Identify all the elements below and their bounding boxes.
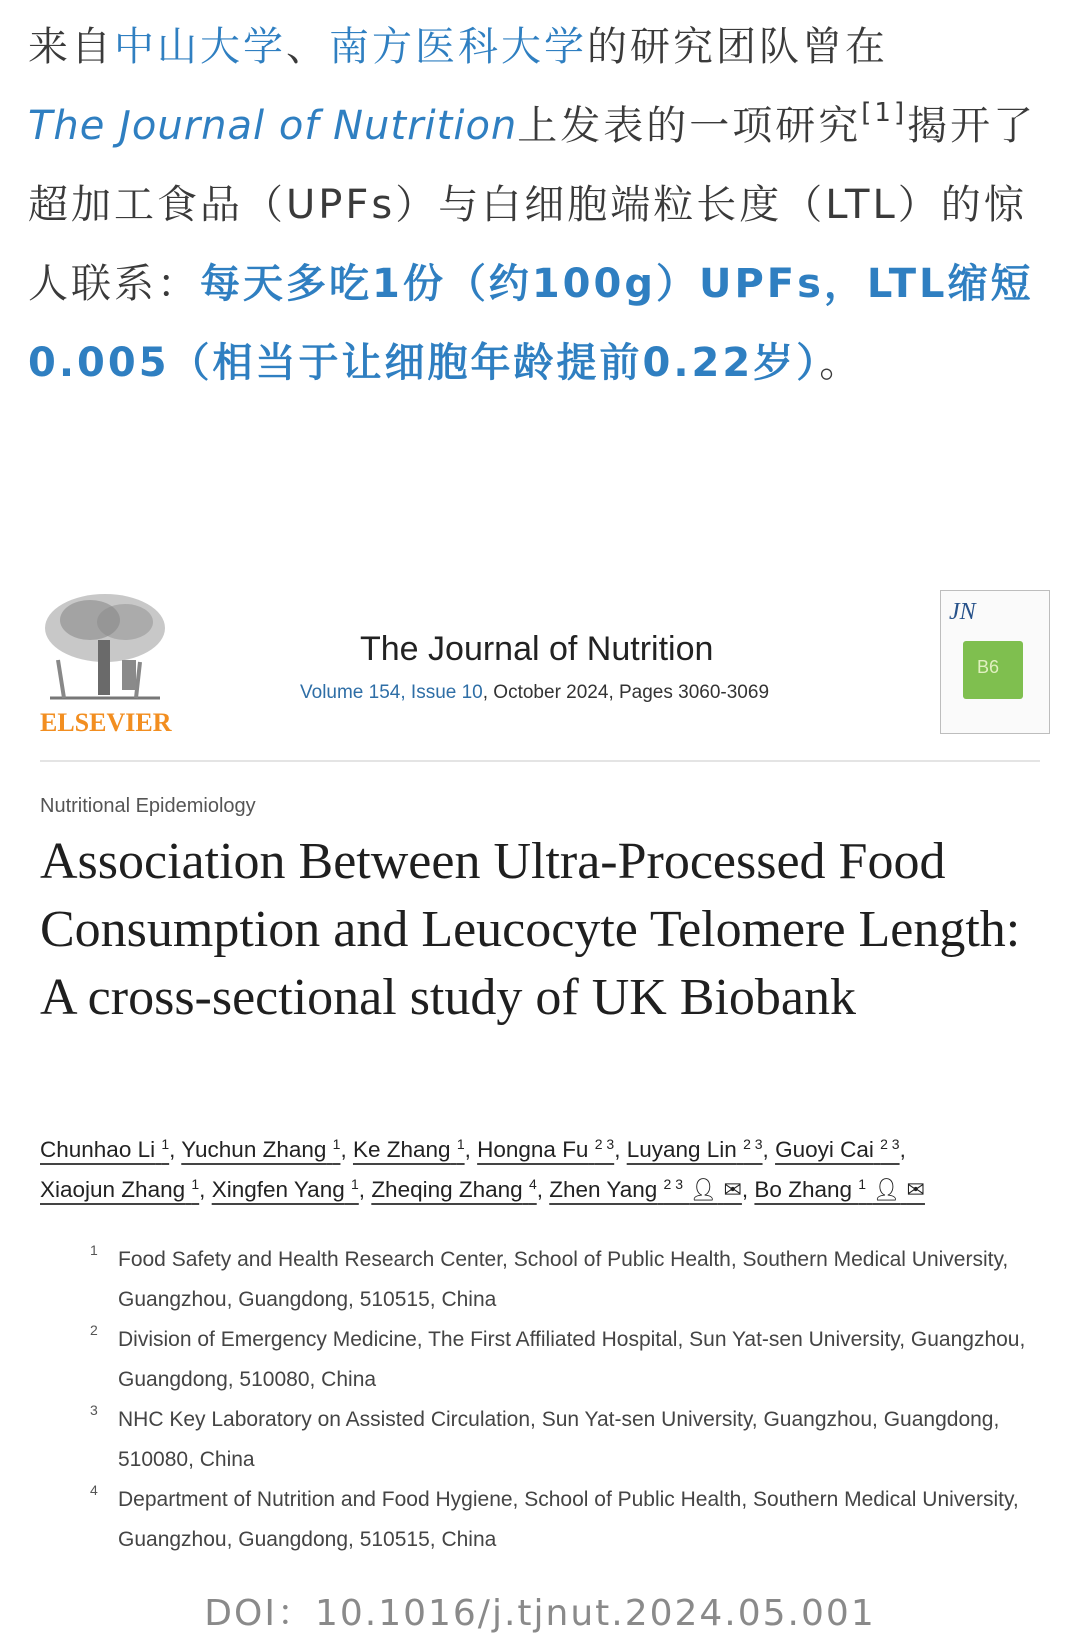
author-list: Chunhao Li $^1$, Yuchun Zhang $^1$, Ke Zhang $^1$, Hongna Fu $^{2 3}$, Luyang Lin $^{2 3}$, Guoyi Cai $^{2 3}$, Xiaojun Zhang $^1$, Xingfen Yang $^1$, Zheqing Zhang $^4$, Zhen Yang $^{2 3}$ 👤︎ ✉︎, Bo Zhang $^1$ 👤︎ ✉︎	[40, 1136, 925, 1202]
person-icon: 👤︎	[689, 1177, 718, 1202]
person-icon: 👤︎	[872, 1177, 901, 1202]
cover-badge: B6	[977, 657, 1000, 677]
university-link-smu[interactable]: 南方医科大学	[329, 24, 587, 70]
reference-marker[interactable]: [1]	[861, 98, 908, 128]
intro-separator: 、	[286, 24, 329, 70]
issue-info	[300, 682, 769, 704]
affiliation-list	[90, 1240, 1050, 1560]
affiliation-item: 1 Food Safety and Health Research Center, School of Public Health, Southern Medical University, Guangzhou, Guangdong, 510515, China	[90, 1242, 1009, 1311]
author-link[interactable]: Bo Zhang $^1$ 👤︎ ✉︎	[754, 1176, 925, 1202]
volume-issue-link[interactable]: Volume 154, Issue 10	[300, 682, 483, 703]
email-icon[interactable]: ✉︎	[723, 1177, 742, 1202]
key-finding-highlight: 每天多吃1份（约100g）UPFs，LTL缩短0.005（相当于让细胞年龄提前0.22岁）	[28, 261, 1034, 386]
author-link[interactable]: Guoyi Cai $^{2 3}$	[775, 1136, 900, 1162]
intro-paragraph	[28, 8, 1058, 403]
cover-image	[963, 641, 1023, 699]
author-link[interactable]: Hongna Fu $^{2 3}$	[477, 1136, 615, 1162]
author-link[interactable]: Xiaojun Zhang $^1$	[40, 1176, 200, 1202]
intro-text: 上发表的一项研究	[517, 103, 862, 149]
journal-name-link[interactable]: The Journal of Nutrition	[28, 103, 518, 149]
elsevier-tree-logo	[40, 590, 172, 737]
affiliation-item: 2 Division of Emergency Medicine, The First Affiliated Hospital, Sun Yat-sen University, Guangzhou, Guangdong, 510080, China	[90, 1322, 1026, 1391]
email-icon[interactable]: ✉︎	[906, 1177, 925, 1202]
intro-text: 揭开了超加工食品（UPFs）与白细胞端粒长度（LTL）的惊人联系：	[28, 103, 1037, 307]
author-link[interactable]: Chunhao Li $^1$	[40, 1136, 170, 1162]
journal-cover-thumbnail[interactable]	[940, 590, 1050, 734]
author-link[interactable]: Yuchun Zhang $^1$	[181, 1136, 341, 1162]
journal-title[interactable]: The Journal of Nutrition	[360, 630, 714, 668]
author-link[interactable]: Ke Zhang $^1$	[352, 1136, 465, 1162]
intro-text: 来自	[28, 24, 114, 70]
article-category: Nutritional Epidemiology	[40, 795, 256, 817]
author-link[interactable]: Zhen Yang $^{2 3}$ 👤︎ ✉︎	[549, 1176, 742, 1202]
issue-date-pages: , October 2024, Pages 3060-3069	[482, 682, 770, 703]
university-link-sysu[interactable]: 中山大学	[114, 24, 286, 70]
article-title: Association Between Ultra-Processed Food Consumption and Leucocyte Telomere Length: A cross-sectional study of UK Biobank	[40, 833, 1021, 1026]
intro-end: 。	[819, 340, 863, 386]
author-link[interactable]: Luyang Lin $^{2 3}$	[626, 1136, 763, 1162]
affiliation-item: 4 Department of Nutrition and Food Hygiene, School of Public Health, Southern Medical University, Guangzhou, Guangdong, 510515, China	[90, 1482, 1019, 1551]
doi-link[interactable]: DOI：10.1016/j.tjnut.2024.05.001	[204, 1593, 876, 1634]
intro-text: 的研究团队曾在	[587, 24, 888, 70]
author-link[interactable]: Xingfen Yang $^1$	[211, 1176, 359, 1202]
elsevier-logo-text: ELSEVIER	[40, 708, 172, 737]
author-link[interactable]: Zheqing Zhang $^4$	[371, 1176, 537, 1202]
journal-header	[40, 590, 1050, 740]
affiliation-item: 3 NHC Key Laboratory on Assisted Circulation, Sun Yat-sen University, Guangzhou, Guangdong, 510080, China	[90, 1402, 1000, 1471]
divider	[40, 760, 1040, 762]
cover-jn-label: JN	[949, 599, 976, 625]
